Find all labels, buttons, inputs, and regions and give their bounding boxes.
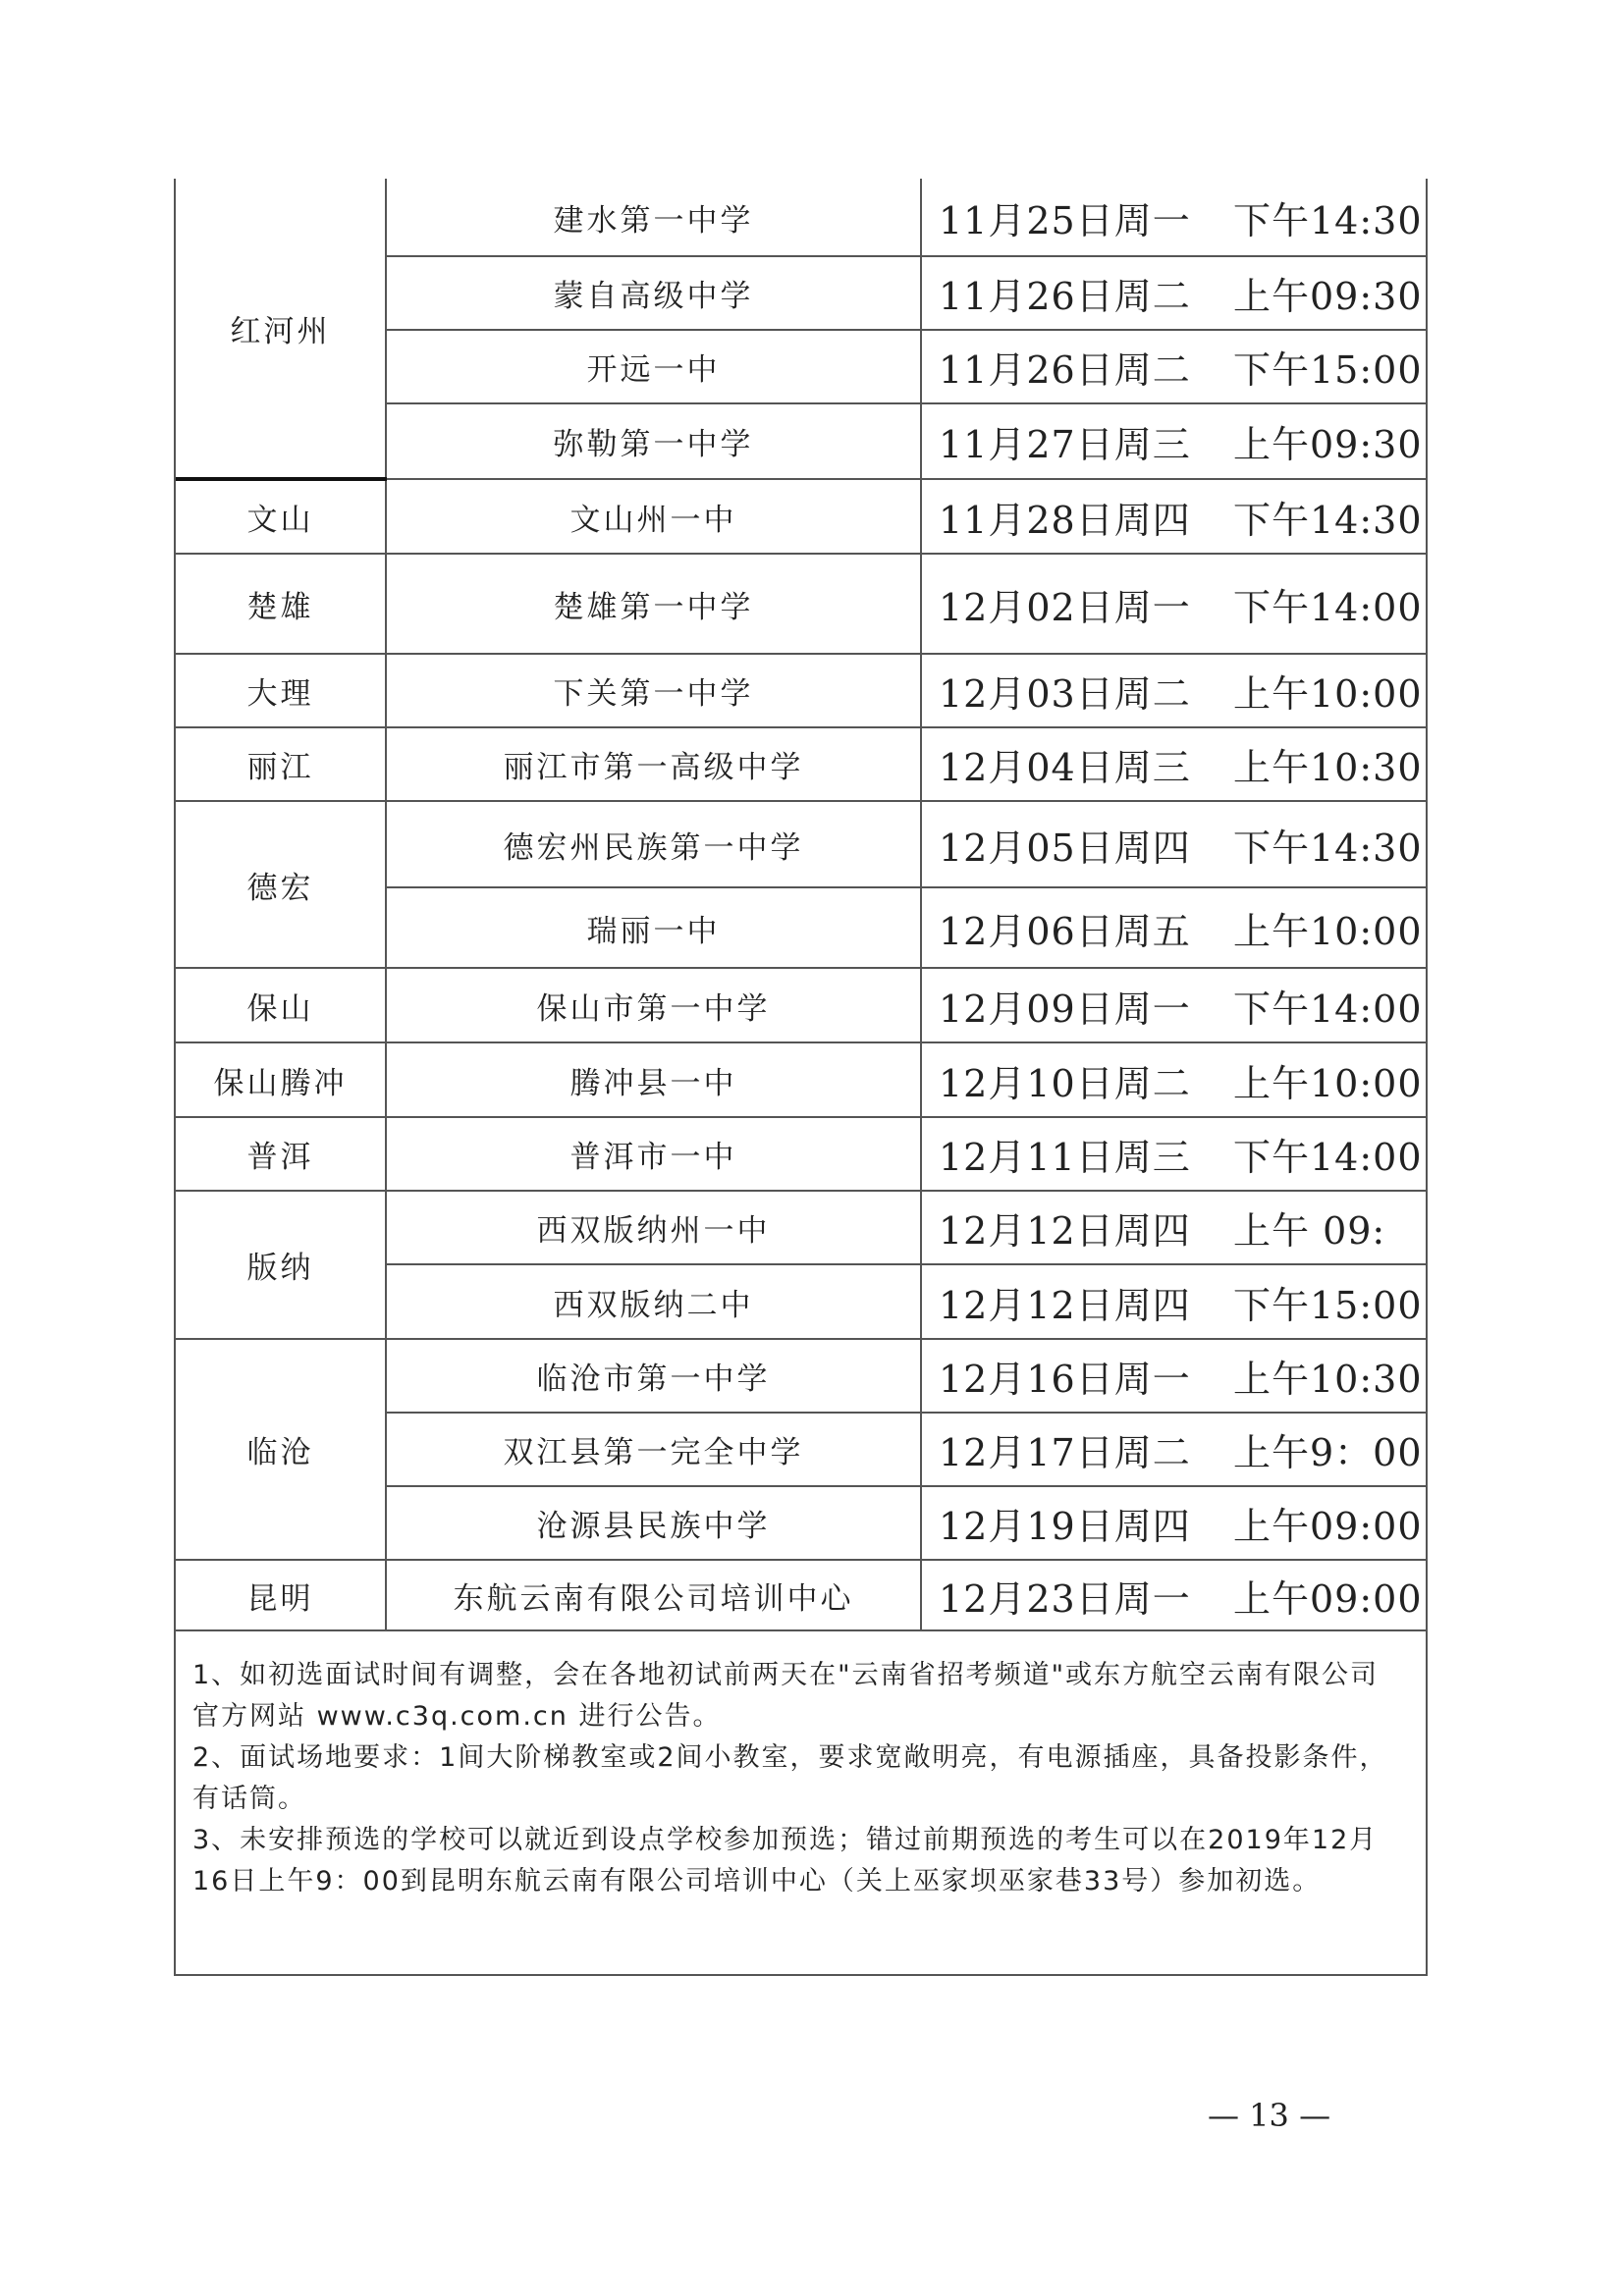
school-cell: 西双版纳州一中	[386, 1191, 921, 1264]
period-text: 上午 09:	[1233, 1209, 1386, 1253]
date-text: 12月04日周三	[939, 746, 1191, 789]
region-cell: 德宏	[176, 801, 386, 968]
period-text: 上午9：00	[1233, 1431, 1423, 1474]
date-text: 12月06日周五	[939, 909, 1191, 953]
period-text: 上午10:00	[1233, 672, 1423, 716]
table-row	[176, 654, 1426, 727]
note-item: 1、如初选面试时间有调整，会在各地初试前两天在"云南省招考频道"或东方航空云南有限公司官方网站 www.c3q.com.cn 进行公告。	[192, 1660, 1380, 1732]
school-cell: 临沧市第一中学	[386, 1339, 921, 1413]
time-cell	[921, 256, 1426, 330]
table-row	[176, 179, 1426, 256]
region-cell: 文山	[176, 479, 386, 554]
region-cell: 大理	[176, 654, 386, 727]
date-text: 12月12日周四	[939, 1209, 1191, 1253]
note-item: 2、面试场地要求：1间大阶梯教室或2间小教室，要求宽敞明亮，有电源插座，具备投影条件，有话筒。	[192, 1742, 1388, 1814]
period-text: 下午14:00	[1233, 1136, 1423, 1179]
school-cell: 普洱市一中	[386, 1117, 921, 1191]
period-text: 下午15:00	[1233, 348, 1423, 392]
school-cell: 德宏州民族第一中学	[386, 801, 921, 887]
table-row	[176, 1117, 1426, 1191]
school-cell: 沧源县民族中学	[386, 1486, 921, 1560]
time-cell	[921, 727, 1426, 801]
region-cell: 保山	[176, 968, 386, 1042]
time-cell	[921, 1560, 1426, 1630]
time-cell	[921, 887, 1426, 968]
school-cell: 双江县第一完全中学	[386, 1413, 921, 1486]
school-cell: 腾冲县一中	[386, 1042, 921, 1117]
period-text: 下午14:30	[1233, 498, 1423, 542]
date-text: 12月12日周四	[939, 1283, 1191, 1327]
region-cell: 临沧	[176, 1339, 386, 1560]
date-text: 12月03日周二	[939, 672, 1191, 716]
period-text: 上午09:00	[1233, 1576, 1423, 1621]
period-text: 上午10:30	[1233, 746, 1423, 789]
time-cell	[921, 1191, 1426, 1264]
table-row	[176, 727, 1426, 801]
time-cell	[921, 330, 1426, 403]
period-text: 下午14:00	[1233, 585, 1423, 629]
date-text: 12月16日周一	[939, 1358, 1191, 1401]
table-row	[176, 1042, 1426, 1117]
page-number: — 13 —	[1208, 2097, 1331, 2134]
period-text: 上午10:30	[1233, 1358, 1423, 1401]
time-cell	[921, 1264, 1426, 1339]
period-text: 下午14:30	[1233, 826, 1423, 870]
region-cell: 丽江	[176, 727, 386, 801]
date-text: 12月11日周三	[939, 1136, 1191, 1179]
school-cell: 蒙自高级中学	[386, 256, 921, 330]
date-text: 12月05日周四	[939, 826, 1191, 870]
period-text: 下午15:00	[1233, 1283, 1423, 1327]
time-cell	[921, 1117, 1426, 1191]
table-row	[176, 968, 1426, 1042]
region-cell: 保山腾冲	[176, 1042, 386, 1117]
time-cell	[921, 1042, 1426, 1117]
time-cell	[921, 1486, 1426, 1560]
date-text: 11月25日周一	[939, 198, 1191, 242]
school-cell: 开远一中	[386, 330, 921, 403]
date-text: 12月09日周一	[939, 987, 1191, 1031]
table-row	[176, 554, 1426, 654]
school-cell: 楚雄第一中学	[386, 554, 921, 654]
time-cell	[921, 554, 1426, 654]
notes-section	[176, 1635, 1426, 1902]
region-cell: 版纳	[176, 1191, 386, 1339]
period-text: 上午10:00	[1233, 1061, 1423, 1105]
time-cell	[921, 403, 1426, 479]
date-text: 12月17日周二	[939, 1431, 1191, 1474]
date-text: 11月26日周二	[939, 348, 1191, 392]
date-text: 11月27日周三	[939, 423, 1191, 466]
school-cell: 建水第一中学	[386, 179, 921, 256]
period-text: 上午10:00	[1233, 909, 1423, 953]
table-row	[176, 1191, 1426, 1264]
time-cell	[921, 654, 1426, 727]
region-cell: 昆明	[176, 1560, 386, 1630]
school-cell: 保山市第一中学	[386, 968, 921, 1042]
date-text: 12月19日周四	[939, 1505, 1191, 1548]
time-cell	[921, 479, 1426, 554]
table-row	[176, 479, 1426, 554]
region-cell: 普洱	[176, 1117, 386, 1191]
period-text: 下午14:30	[1233, 198, 1423, 242]
date-text: 11月28日周四	[939, 498, 1191, 542]
schedule-sheet	[174, 179, 1428, 1976]
table-row	[176, 1339, 1426, 1413]
table-row	[176, 801, 1426, 887]
time-cell	[921, 179, 1426, 256]
date-text: 11月26日周二	[939, 275, 1191, 318]
date-text: 12月02日周一	[939, 585, 1191, 629]
date-text: 12月23日周一	[939, 1576, 1191, 1621]
school-cell: 下关第一中学	[386, 654, 921, 727]
period-text: 上午09:00	[1233, 1505, 1423, 1548]
school-cell: 瑞丽一中	[386, 887, 921, 968]
note-item: 3、未安排预选的学校可以就近到设点学校参加预选；错过前期预选的考生可以在2019年12月16日上午9：00到昆明东航云南有限公司培训中心（关上巫家坝巫家巷33号）参加初选。	[192, 1825, 1379, 1896]
region-cell: 楚雄	[176, 554, 386, 654]
region-cell: 红河州	[176, 179, 386, 479]
period-text: 上午09:30	[1233, 423, 1423, 466]
school-cell: 弥勒第一中学	[386, 403, 921, 479]
period-text: 下午14:00	[1233, 987, 1423, 1031]
time-cell	[921, 801, 1426, 887]
date-text: 12月10日周二	[939, 1061, 1191, 1105]
schedule-table	[176, 179, 1426, 1631]
school-cell: 文山州一中	[386, 479, 921, 554]
table-row	[176, 1560, 1426, 1630]
school-cell: 丽江市第一高级中学	[386, 727, 921, 801]
time-cell	[921, 1339, 1426, 1413]
period-text: 上午09:30	[1233, 275, 1423, 318]
school-cell: 西双版纳二中	[386, 1264, 921, 1339]
school-cell: 东航云南有限公司培训中心	[386, 1560, 921, 1630]
time-cell	[921, 1413, 1426, 1486]
time-cell	[921, 968, 1426, 1042]
